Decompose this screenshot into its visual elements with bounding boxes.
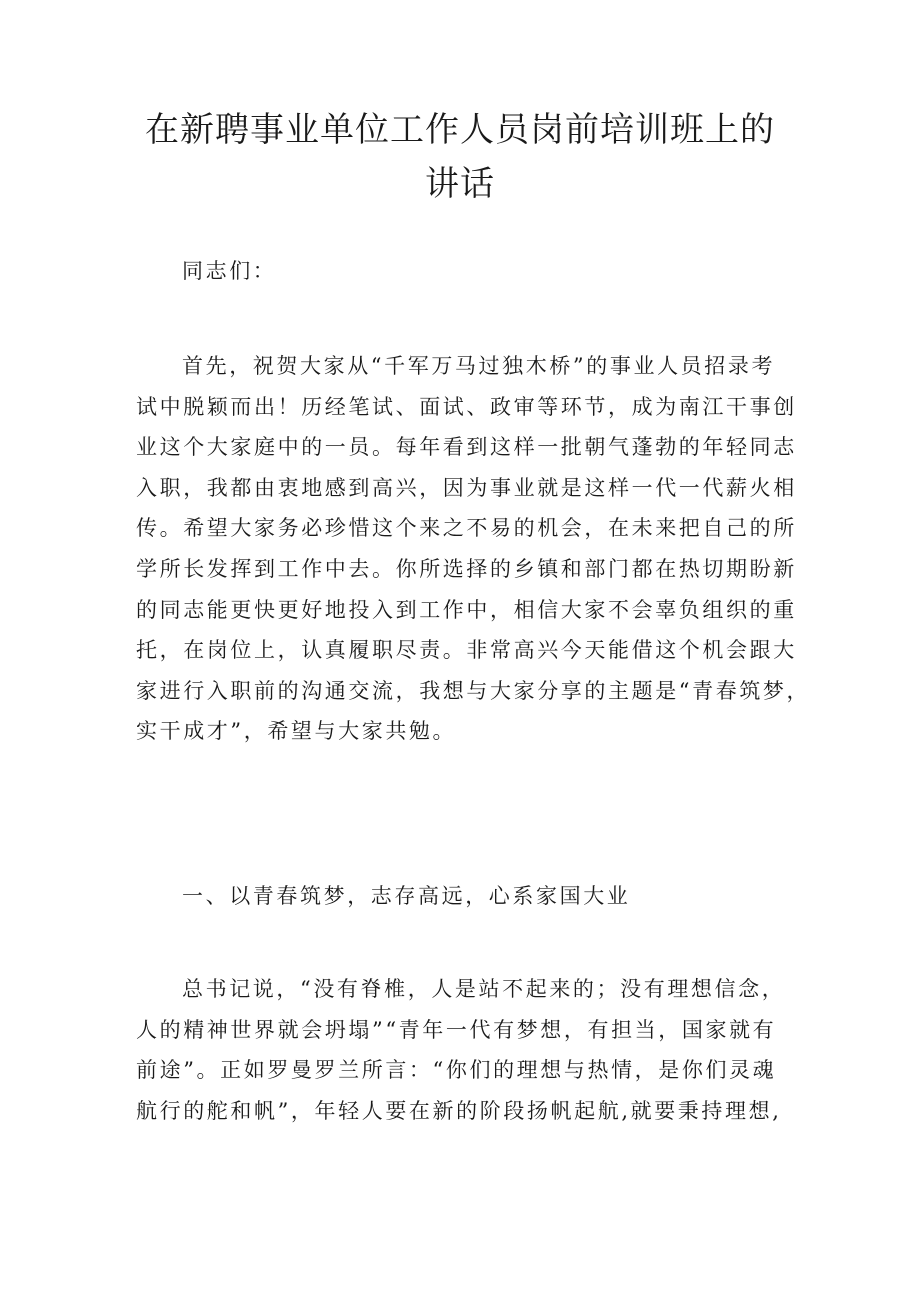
paragraph-1-line: 传。希望大家务必珍惜这个来之不易的机会，在未来把自己的所 (136, 516, 797, 541)
paragraph-1 (136, 346, 816, 752)
paragraph-1-line: 试中脱颖而出！历经笔试、面试、政审等环节，成为南江干事创 (136, 394, 797, 419)
paragraph-1-line: 托，在岗位上，认真履职尽责。非常高兴今天能借这个机会跟大 (136, 638, 797, 663)
paragraph-2-line: 航行的舵和帆”，年轻人要在新的阶段扬帆起航,就要秉持理想, (136, 1098, 782, 1123)
paragraph-1-line: 入职，我都由衷地感到高兴，因为事业就是这样一代一代薪火相 (136, 475, 797, 500)
section-heading: 一、以青春筑梦，志存高远，心系家国大业 (182, 884, 631, 908)
paragraph-1-line: 业这个大家庭中的一员。每年看到这样一批朝气蓬勃的年轻同志 (136, 435, 797, 460)
paragraph-1-line: 首先，祝贺大家从“千军万马过独木桥”的事业人员招录考 (182, 354, 776, 378)
document-title-line-1: 在新聘事业单位工作人员岗前培训班上的 (145, 110, 775, 150)
paragraph-2-line: 人的精神世界就会坍塌”“青年一代有梦想，有担当，国家就有 (136, 1017, 777, 1042)
paragraph-1-line: 家进行入职前的沟通交流，我想与大家分享的主题是“青春筑梦， (136, 678, 811, 703)
paragraph-2-line: 总书记说，“没有脊椎，人是站不起来的；没有理想信念， (182, 977, 786, 1001)
paragraph-2-line: 前途”。正如罗曼罗兰所言：“你们的理想与热情，是你们灵魂 (136, 1058, 777, 1083)
paragraph-1-line: 学所长发挥到工作中去。你所选择的乡镇和部门都在热切期盼新 (136, 556, 797, 581)
paragraph-1-line: 的同志能更快更好地投入到工作中，相信大家不会辜负组织的重 (136, 597, 797, 622)
paragraph-1-line: 实干成才”，希望与大家共勉。 (136, 719, 457, 744)
salutation: 同志们： (182, 259, 277, 283)
paragraph-2 (136, 969, 816, 1131)
document-title-line-2: 讲话 (425, 164, 495, 204)
